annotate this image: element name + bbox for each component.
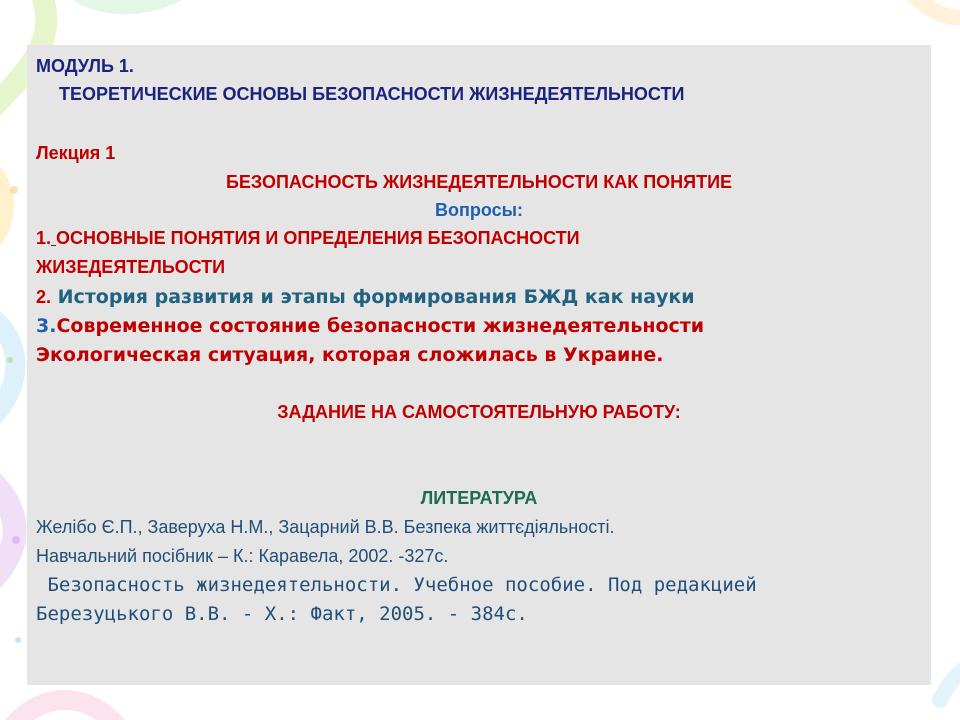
question-3-continuation: Экологическая ситуация, которая сложилась в Украине. [36, 344, 664, 366]
literature-item-1-line-1: Желібо Є.П., Заверуха Н.М., Зацарний В.В. Безпека життєдіяльності. [36, 517, 615, 537]
question-1-text: ОСНОВНЫЕ ПОНЯТИЯ И ОПРЕДЕЛЕНИЯ БЕЗОПАСНОСТИ [56, 228, 580, 248]
content-panel [27, 45, 931, 685]
lecture-title: БЕЗОПАСНОСТЬ ЖИЗНЕДЕЯТЕЛЬНОСТИ КАК ПОНЯТИЕ [225, 172, 733, 192]
assignment-heading: ЗАДАНИЕ НА САМОСТОЯТЕЛЬНУЮ РАБОТУ: [277, 402, 681, 422]
question-1-number: 1. [36, 228, 52, 248]
question-3-text: Современное состояние безопасности жизнедеятельности [56, 315, 705, 337]
literature-item-2-line-2: Березуцького В.В. - Х.: Факт, 2005. - 384с. [36, 603, 528, 625]
module-title: ТЕОРЕТИЧЕСКИЕ ОСНОВЫ БЕЗОПАСНОСТИ ЖИЗНЕДЕЯТЕЛЬНОСТИ [59, 84, 685, 104]
question-2-number: 2. [36, 287, 52, 307]
question-2-text: История развития и этапы формирования БЖД как науки [51, 286, 695, 308]
question-1 [36, 228, 580, 249]
literature-heading: ЛИТЕРАТУРА [420, 488, 538, 508]
module-label: МОДУЛЬ 1. [36, 56, 134, 76]
question-3-number: 3. [36, 315, 57, 337]
literature-item-2-line-1: Безопасность жизнедеятельности. Учебное пособие. Под редакцией [36, 574, 757, 596]
questions-heading: Вопросы: [435, 200, 523, 220]
question-3 [36, 315, 704, 337]
literature-item-1-line-2: Навчальний посібник – К.: Каравела, 2002. -327с. [36, 546, 449, 566]
question-2 [36, 286, 695, 309]
lecture-label: Лекция 1 [36, 143, 116, 163]
question-1-continuation: ЖИЗЕДЕЯТЕЛЬОСТИ [36, 257, 226, 277]
